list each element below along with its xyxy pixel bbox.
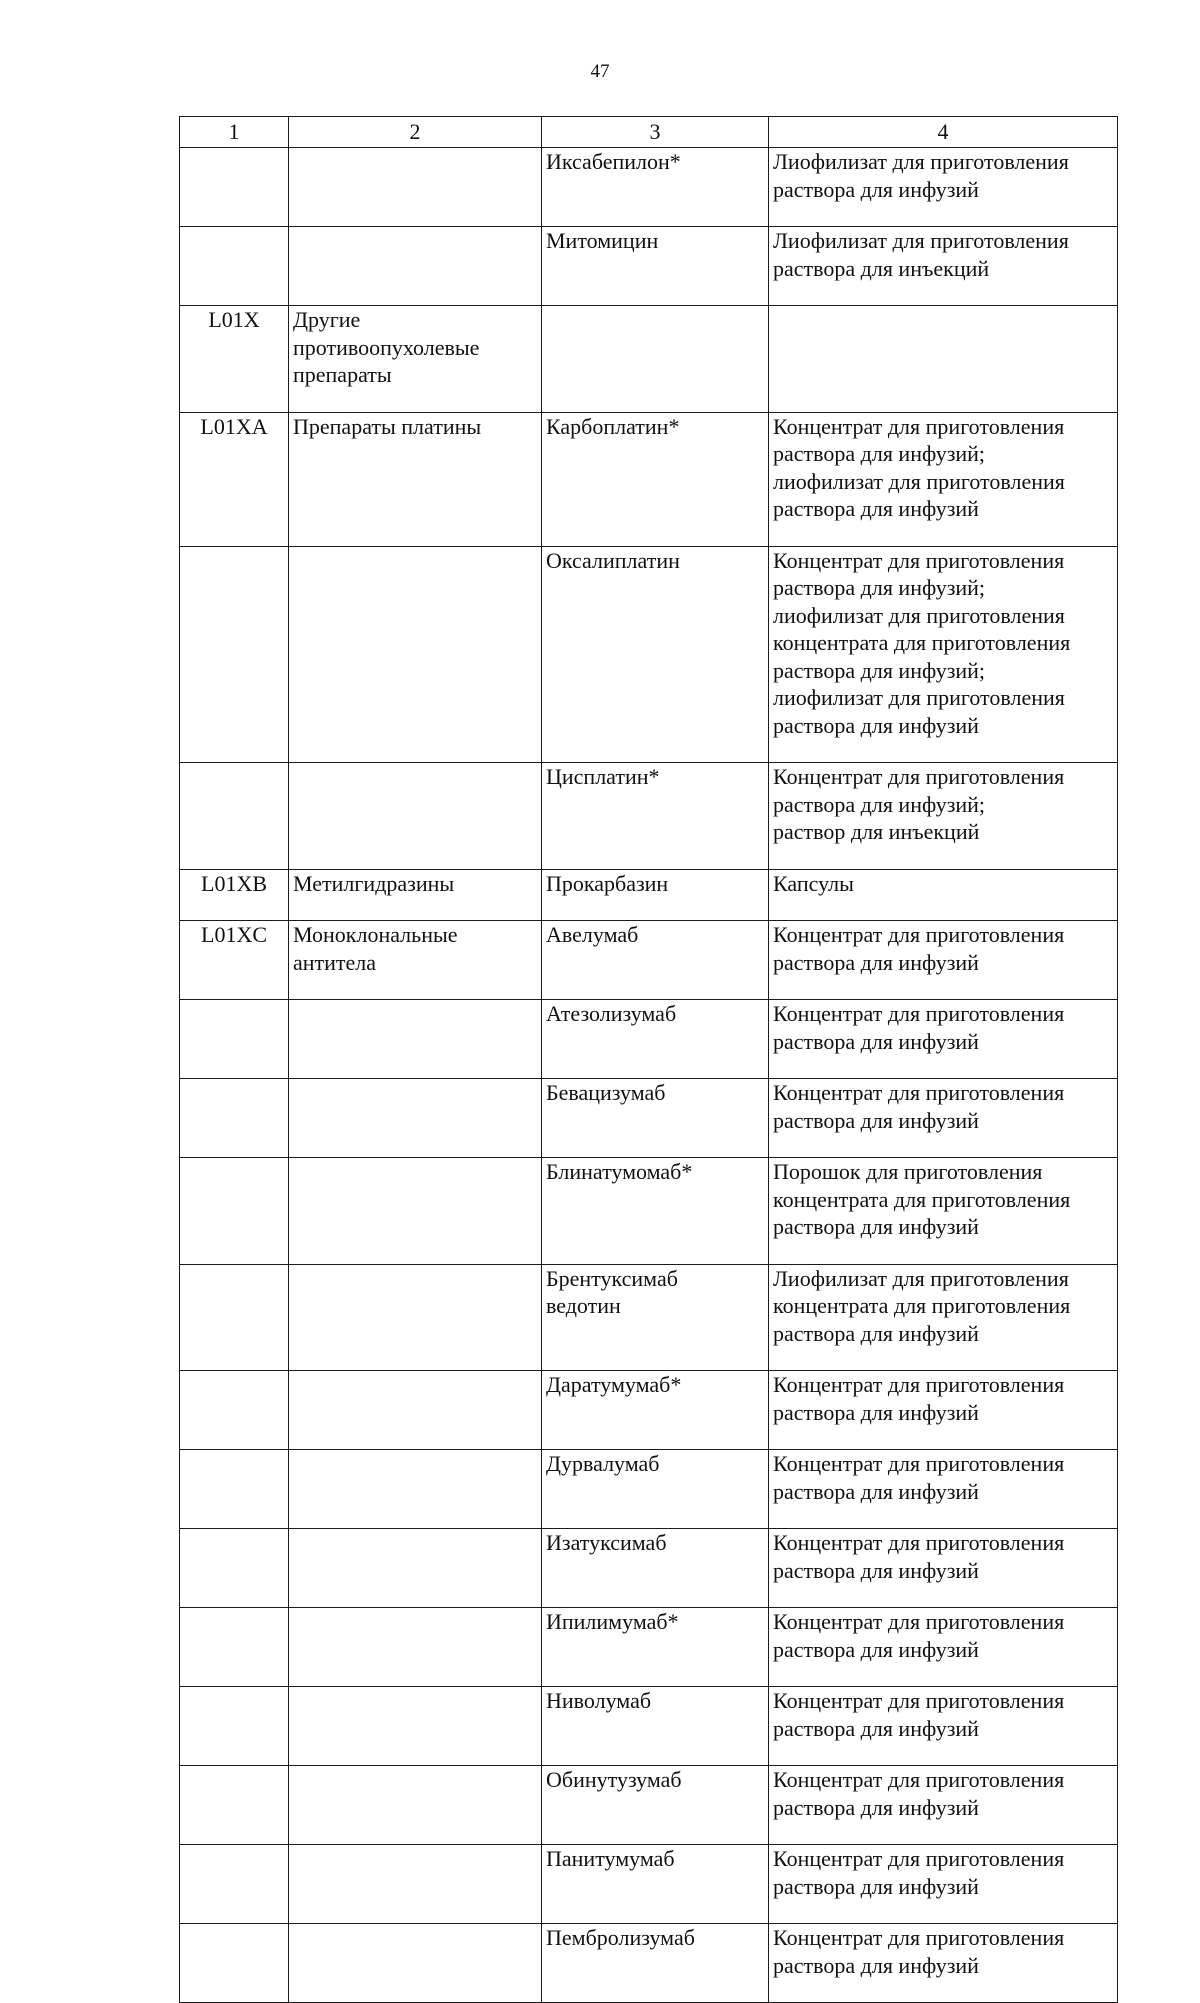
- drug-name-line: Ниволумаб: [546, 1688, 652, 1713]
- table-row: [180, 1608, 1118, 1687]
- drug-name-line: Панитумумаб: [546, 1846, 675, 1871]
- dosage-form-line: Концентрат для приготовления: [773, 1372, 1065, 1397]
- atc-code-cell: [180, 412, 289, 546]
- table-row: [180, 546, 1118, 763]
- dosage-form-line: концентрата для приготовления: [773, 1186, 1071, 1212]
- group-cell: [289, 148, 542, 227]
- group-line: Моноклональные: [293, 922, 458, 947]
- dosage-form-cell: [769, 1608, 1118, 1687]
- dosage-form-line: Концентрат для приготовления: [773, 1451, 1065, 1476]
- group-line: противоопухолевые: [293, 334, 480, 360]
- table-row: [180, 306, 1118, 413]
- dosage-form-line: Лиофилизат для приготовления: [773, 1265, 1069, 1291]
- drug-name-line: Митомицин: [546, 228, 659, 253]
- atc-code-cell: [180, 921, 289, 1000]
- header-row: [180, 117, 1118, 148]
- dosage-form-cell: [769, 1924, 1118, 2003]
- dosage-form-line: раствора для инфузий;: [773, 441, 986, 466]
- column-header-2: 2: [289, 117, 542, 148]
- dosage-form-cell: [769, 306, 1118, 413]
- dosage-form-line: концентрата для приготовления: [773, 630, 1071, 655]
- dosage-form-line: раствора для инфузий: [773, 1794, 979, 1820]
- dosage-form-line: раствора для инъекций: [773, 255, 990, 281]
- drug-name-line: Атезолизумаб: [546, 1001, 677, 1026]
- atc-code-cell: [180, 1264, 289, 1371]
- dosage-form-line: раствора для инфузий: [773, 1028, 979, 1054]
- dosage-form-cell: [769, 1529, 1118, 1608]
- dosage-form-line: лиофилизат для приготовления: [773, 468, 1065, 494]
- dosage-form-cell: [769, 1450, 1118, 1529]
- dosage-form-line: Концентрат для приготовления: [773, 1688, 1065, 1713]
- atc-code-cell: [180, 1608, 289, 1687]
- dosage-form-cell: [769, 546, 1118, 763]
- dosage-form-cell: [769, 1158, 1118, 1265]
- group-cell: [289, 1687, 542, 1766]
- table-row: [180, 1000, 1118, 1079]
- drug-name-cell: [542, 1766, 769, 1845]
- drug-name-cell: [542, 1079, 769, 1158]
- column-header-3: 3: [542, 117, 769, 148]
- dosage-form-cell: [769, 1079, 1118, 1158]
- dosage-form-line: Концентрат для приготовления: [773, 1767, 1065, 1792]
- dosage-form-cell: [769, 1264, 1118, 1371]
- group-line: Препараты платины: [293, 413, 482, 439]
- table-row: [180, 1158, 1118, 1265]
- group-cell: [289, 1845, 542, 1924]
- atc-code-cell: [180, 1450, 289, 1529]
- table-row: [180, 1924, 1118, 2003]
- drug-name-line: Брентуксимаб: [546, 1265, 678, 1291]
- dosage-form-line: раствора для инфузий: [773, 496, 979, 521]
- drug-name-cell: [542, 1845, 769, 1924]
- dosage-form-line: раствора для инфузий: [773, 1399, 979, 1425]
- dosage-form-line: Концентрат для приготовления: [773, 413, 1065, 439]
- dosage-form-line: раствора для инфузий: [773, 1715, 979, 1741]
- dosage-form-line: Концентрат для приготовления: [773, 1609, 1065, 1634]
- group-cell: [289, 1450, 542, 1529]
- atc-code-cell: [180, 1766, 289, 1845]
- drug-name-cell: [542, 1529, 769, 1608]
- dosage-form-cell: [769, 869, 1118, 921]
- dosage-form-cell: [769, 1766, 1118, 1845]
- group-cell: [289, 1079, 542, 1158]
- drug-name-cell: [542, 1687, 769, 1766]
- table-row: [180, 869, 1118, 921]
- dosage-form-line: раствор для инъекций: [773, 819, 980, 844]
- dosage-form-line: раствора для инфузий: [773, 949, 979, 975]
- drug-name-cell: [542, 412, 769, 546]
- dosage-form-line: раствора для инфузий: [773, 1107, 979, 1133]
- dosage-form-line: раствора для инфузий: [773, 712, 979, 738]
- table-row: [180, 1079, 1118, 1158]
- dosage-form-line: раствора для инфузий;: [773, 657, 986, 683]
- atc-code-cell: [180, 1687, 289, 1766]
- drug-name-line: Дурвалумаб: [546, 1451, 660, 1476]
- dosage-form-line: Концентрат для приготовления: [773, 1530, 1065, 1555]
- group-line: антитела: [293, 949, 377, 975]
- atc-code-cell: [180, 1371, 289, 1450]
- dosage-form-line: раствора для инфузий: [773, 1873, 979, 1899]
- group-line: Метилгидразины: [293, 870, 455, 896]
- dosage-form-line: Концентрат для приготовления: [773, 1080, 1065, 1105]
- drug-name-cell: [542, 148, 769, 227]
- dosage-form-line: концентрата для приготовления: [773, 1293, 1071, 1318]
- table-row: [180, 1371, 1118, 1450]
- atc-code-cell: [180, 869, 289, 921]
- drug-name-line: Даратумумаб*: [546, 1372, 682, 1397]
- table-row: [180, 1450, 1118, 1529]
- atc-code-text: L01XB: [201, 870, 267, 896]
- page-number: 47: [590, 61, 610, 82]
- group-cell: [289, 1924, 542, 2003]
- dosage-form-cell: [769, 148, 1118, 227]
- drug-name-line: Оксалиплатин: [546, 547, 680, 573]
- dosage-form-cell: [769, 1845, 1118, 1924]
- drug-name-line: Обинутузумаб: [546, 1767, 682, 1792]
- drug-name-cell: [542, 763, 769, 870]
- table-row: [180, 412, 1118, 546]
- drug-name-cell: [542, 1158, 769, 1265]
- drug-name-cell: [542, 921, 769, 1000]
- dosage-form-line: Капсулы: [773, 870, 854, 896]
- table-row: [180, 1845, 1118, 1924]
- dosage-form-line: раствора для инфузий;: [773, 575, 986, 600]
- drug-name-line: Карбоплатин*: [546, 413, 680, 439]
- atc-code-cell: [180, 1158, 289, 1265]
- dosage-form-line: Лиофилизат для приготовления: [773, 228, 1069, 253]
- group-cell: [289, 1371, 542, 1450]
- table-row: [180, 763, 1118, 870]
- dosage-form-cell: [769, 763, 1118, 870]
- atc-code-text: L01XA: [200, 413, 268, 439]
- dosage-form-line: раствора для инфузий: [773, 1214, 979, 1239]
- table-row: [180, 148, 1118, 227]
- drug-name-cell: [542, 869, 769, 921]
- atc-code-cell: [180, 1529, 289, 1608]
- table-row: [180, 1264, 1118, 1371]
- table-body: [180, 148, 1118, 2003]
- group-line: Другие: [293, 307, 361, 332]
- drug-name-line: Ипилимумаб*: [546, 1609, 679, 1634]
- dosage-form-cell: [769, 227, 1118, 306]
- atc-code-cell: [180, 1845, 289, 1924]
- dosage-form-cell: [769, 412, 1118, 546]
- table-row: [180, 227, 1118, 306]
- group-cell: [289, 1529, 542, 1608]
- dosage-form-line: лиофилизат для приготовления: [773, 602, 1065, 628]
- drug-name-cell: [542, 1371, 769, 1450]
- dosage-form-cell: [769, 1687, 1118, 1766]
- dosage-form-line: раствора для инфузий: [773, 176, 979, 202]
- group-cell: [289, 1158, 542, 1265]
- group-line: препараты: [293, 362, 392, 387]
- atc-code-cell: [180, 148, 289, 227]
- group-cell: [289, 921, 542, 1000]
- group-cell: [289, 412, 542, 546]
- dosage-form-line: лиофилизат для приготовления: [773, 685, 1065, 710]
- table-row: [180, 1529, 1118, 1608]
- atc-code-cell: [180, 1079, 289, 1158]
- drug-name-cell: [542, 546, 769, 763]
- dosage-form-cell: [769, 1000, 1118, 1079]
- atc-code-cell: [180, 546, 289, 763]
- group-cell: [289, 1264, 542, 1371]
- dosage-form-line: раствора для инфузий: [773, 1636, 979, 1662]
- atc-code-text: L01XC: [201, 922, 267, 947]
- dosage-form-cell: [769, 921, 1118, 1000]
- atc-code-text: L01X: [208, 307, 260, 332]
- drug-name-line: Иксабепилон*: [546, 149, 681, 174]
- dosage-form-line: Концентрат для приготовления: [773, 922, 1065, 947]
- dosage-form-line: Порошок для приготовления: [773, 1159, 1043, 1184]
- drug-name-cell: [542, 1000, 769, 1079]
- group-cell: [289, 306, 542, 413]
- atc-code-cell: [180, 306, 289, 413]
- column-header-1: 1: [180, 117, 289, 148]
- dosage-form-line: Концентрат для приготовления: [773, 1846, 1065, 1871]
- drug-name-line: Авелумаб: [546, 922, 639, 947]
- drug-name-line: Цисплатин*: [546, 764, 660, 789]
- group-cell: [289, 763, 542, 870]
- drug-name-cell: [542, 1608, 769, 1687]
- atc-code-cell: [180, 227, 289, 306]
- drug-name-cell: [542, 1450, 769, 1529]
- dosage-form-line: Концентрат для приготовления: [773, 764, 1065, 789]
- dosage-form-line: Концентрат для приготовления: [773, 1001, 1065, 1026]
- group-cell: [289, 546, 542, 763]
- column-header-4: 4: [769, 117, 1118, 148]
- drug-name-cell: [542, 306, 769, 413]
- drug-name-cell: [542, 227, 769, 306]
- atc-code-cell: [180, 1924, 289, 2003]
- atc-code-cell: [180, 763, 289, 870]
- drug-name-cell: [542, 1924, 769, 2003]
- dosage-form-line: раствора для инфузий: [773, 1557, 979, 1583]
- dosage-form-line: Лиофилизат для приготовления: [773, 149, 1069, 174]
- group-cell: [289, 869, 542, 921]
- group-cell: [289, 227, 542, 306]
- group-cell: [289, 1608, 542, 1687]
- drug-name-line: Пембролизумаб: [546, 1925, 695, 1950]
- drug-name-line: ведотин: [546, 1293, 621, 1318]
- atc-code-cell: [180, 1000, 289, 1079]
- dosage-form-line: Концентрат для приготовления: [773, 547, 1065, 573]
- dosage-form-cell: [769, 1371, 1118, 1450]
- table-row: [180, 1766, 1118, 1845]
- group-cell: [289, 1766, 542, 1845]
- drug-name-line: Бевацизумаб: [546, 1080, 666, 1105]
- table-row: [180, 1687, 1118, 1766]
- dosage-form-line: раствора для инфузий: [773, 1478, 979, 1504]
- dosage-form-line: раствора для инфузий: [773, 1320, 979, 1346]
- drug-name-line: Блинатумомаб*: [546, 1159, 693, 1184]
- drug-name-line: Изатуксимаб: [546, 1530, 667, 1555]
- drug-table: [179, 116, 1118, 2003]
- drug-name-cell: [542, 1264, 769, 1371]
- dosage-form-line: раствора для инфузий: [773, 1952, 979, 1978]
- dosage-form-line: Концентрат для приготовления: [773, 1925, 1065, 1950]
- group-cell: [289, 1000, 542, 1079]
- table-row: [180, 921, 1118, 1000]
- dosage-form-line: раствора для инфузий;: [773, 791, 986, 817]
- drug-name-line: Прокарбазин: [546, 870, 669, 896]
